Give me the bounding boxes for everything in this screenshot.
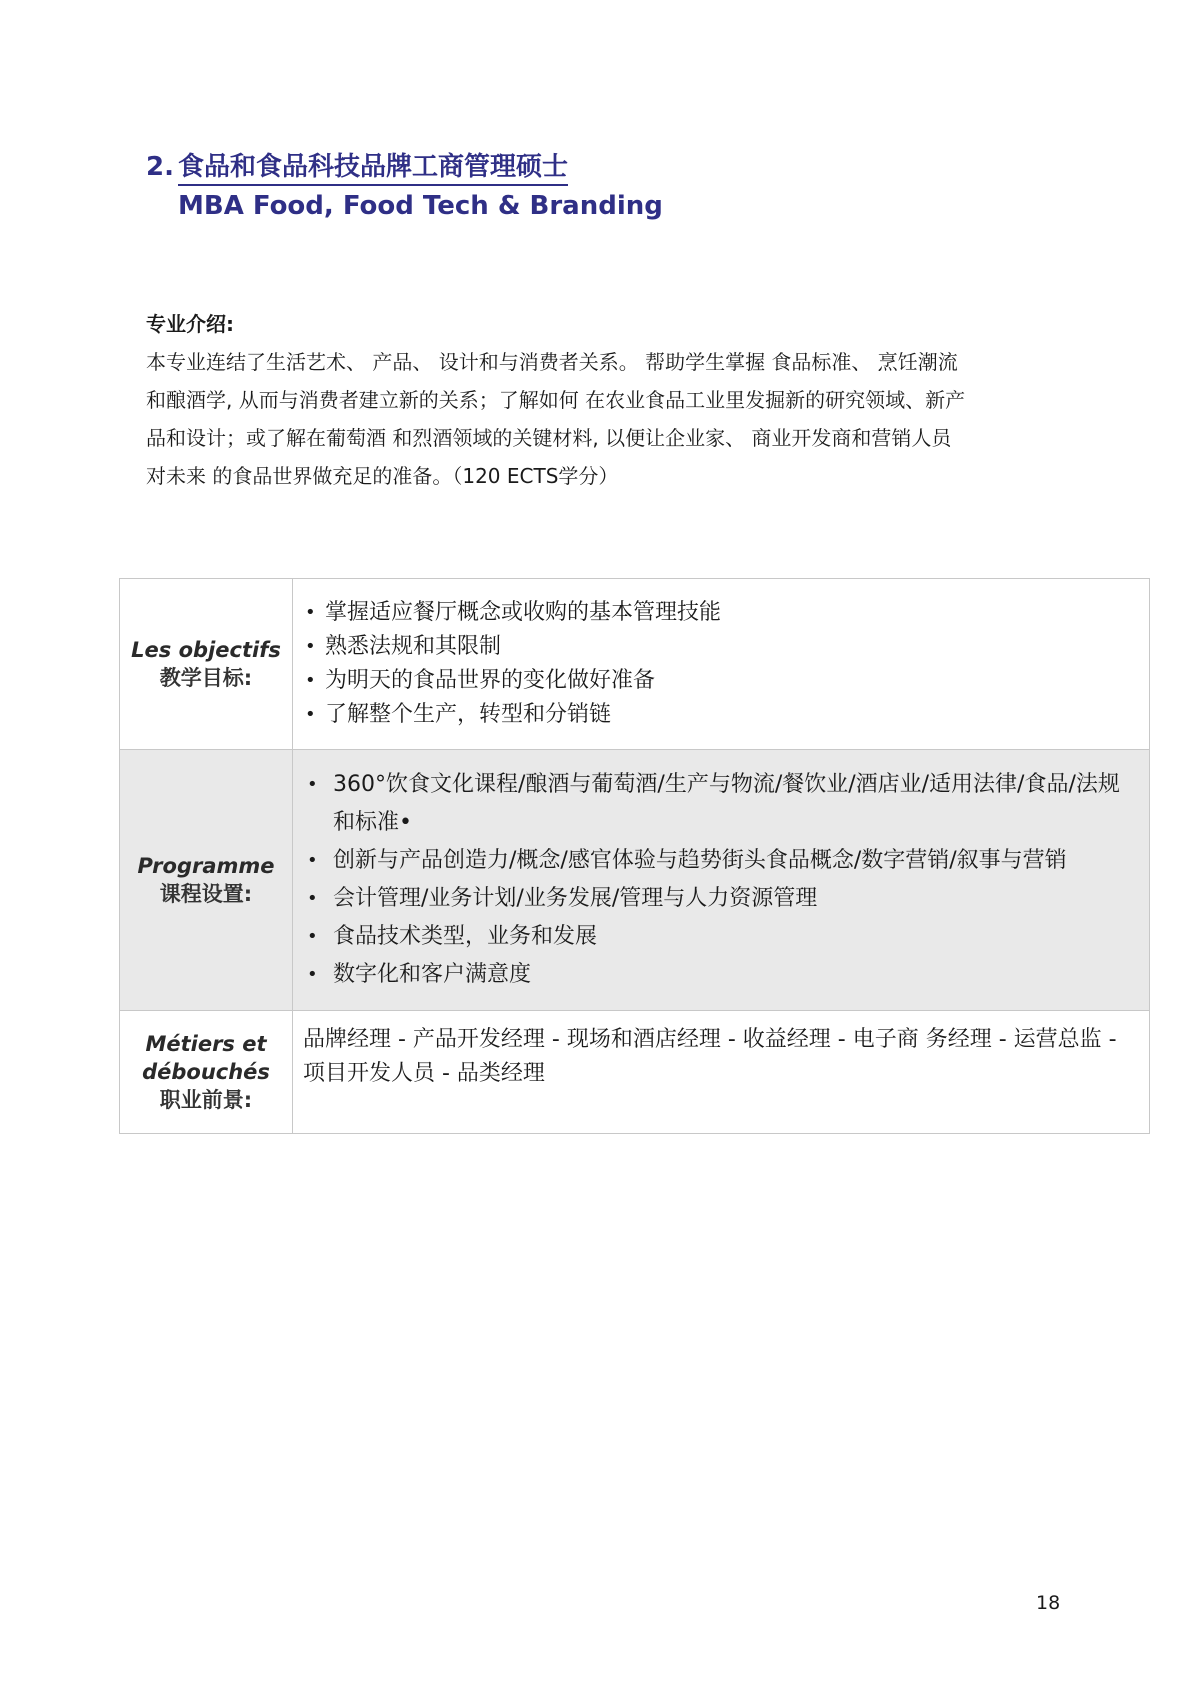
careers-header-fr: Métiers et (145, 1032, 267, 1056)
programme-content (293, 750, 1150, 1011)
programme-header (120, 750, 293, 1011)
list-item: • 掌握适应餐厅概念或收购的基本管理技能 (303, 596, 1139, 630)
objectives-list (303, 596, 1139, 732)
list-item: • 360°饮食文化课程/酿酒与葡萄酒/生产与物流/餐饮业/酒店业/适用法律/食品/法规和标准• (303, 766, 1139, 842)
objectives-row (120, 579, 1150, 750)
careers-text: 品牌经理 - 产品开发经理 - 现场和酒店经理 - 收益经理 - 电子商 务经理 - 运营总监 - 项目开发人员 - 品类经理 (303, 1027, 1117, 1086)
objectives-header (120, 579, 293, 750)
section-title-en: MBA Food, Food Tech & Branding (178, 191, 663, 221)
objectives-header-fr: Les objectifs (131, 638, 281, 662)
programme-list (303, 766, 1139, 994)
program-info-table (119, 578, 1150, 1134)
list-item: • 了解整个生产，转型和分销链 (303, 698, 1139, 732)
list-item: • 食品技术类型，业务和发展 (303, 918, 1139, 956)
list-item: • 创新与产品创造力/概念/感官体验与趋势街头食品概念/数字营销/叙事与营销 (303, 842, 1139, 880)
objectives-header-cn: 教学目标: (159, 666, 253, 690)
careers-row (120, 1011, 1150, 1134)
careers-header-fr-2: débouchés (142, 1060, 270, 1084)
intro-line: 对未来 的食品世界做充足的准备。（120 ECTS学分） (146, 464, 619, 488)
section-number: 2. (146, 152, 174, 182)
intro-line: 本专业连结了生活艺术、 产品、 设计和与消费者关系。 帮助学生掌握 食品标准、 烹饪潮流 (146, 350, 958, 374)
list-item: • 熟悉法规和其限制 (303, 630, 1139, 664)
list-item: • 数字化和客户满意度 (303, 956, 1139, 994)
section-heading (146, 146, 663, 221)
intro-label: 专业介绍: (146, 312, 234, 336)
programme-header-fr: Programme (137, 854, 275, 878)
programme-row (120, 750, 1150, 1011)
program-intro (146, 305, 1076, 495)
section-title-cn: 食品和食品科技品牌工商管理硕士 (178, 152, 568, 186)
list-item: • 为明天的食品世界的变化做好准备 (303, 664, 1139, 698)
intro-line: 和酿酒学, 从而与消费者建立新的关系；了解如何 在农业食品工业里发掘新的研究领域、新产 (146, 388, 966, 412)
intro-line: 品和设计；或了解在葡萄酒 和烈酒领域的关键材料, 以便让企业家、 商业开发商和营销人员 (146, 426, 952, 450)
careers-content (293, 1011, 1150, 1134)
page-number: 18 (1036, 1592, 1061, 1614)
objectives-content (293, 579, 1150, 750)
list-item: • 会计管理/业务计划/业务发展/管理与人力资源管理 (303, 880, 1139, 918)
programme-header-cn: 课程设置: (159, 882, 253, 906)
careers-header (120, 1011, 293, 1134)
careers-header-cn: 职业前景: (159, 1088, 253, 1112)
